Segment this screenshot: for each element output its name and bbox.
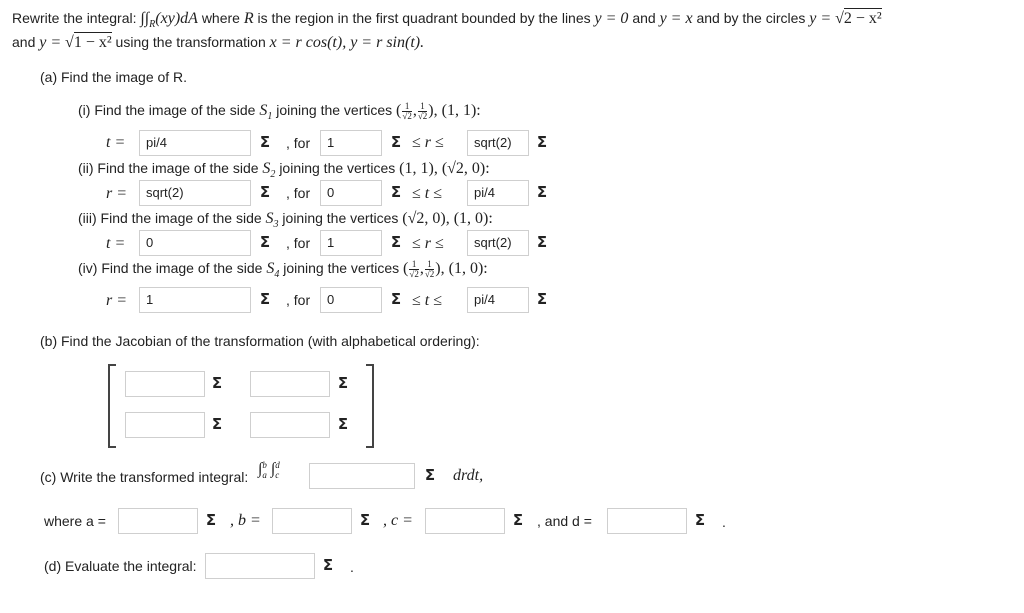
circle2-sqrt: √1 − x² (65, 34, 112, 51)
row-iv-value-input[interactable]: 1 (139, 287, 251, 313)
row-ii-lower-sigma-icon[interactable]: Σ (390, 183, 402, 201)
part-b-title: (b) Find the Jacobian of the transformation (with alphabetical ordering): (40, 333, 480, 349)
row-ii-lower-input[interactable]: 0 (320, 180, 382, 206)
row-i-upper-input[interactable]: sqrt(2) (467, 130, 529, 156)
integrand-input[interactable] (309, 463, 415, 489)
integral-sign-inner-icon: ∫ (270, 460, 276, 478)
evaluate-input[interactable] (205, 553, 315, 579)
region-symbol: R (243, 10, 254, 27)
part-a-title: (a) Find the image of R. (40, 69, 188, 85)
and-text: and (632, 10, 656, 26)
row-iv-lower-input[interactable]: 0 (320, 287, 382, 313)
row-iii-upper-input[interactable]: sqrt(2) (467, 230, 529, 256)
row-iv-value-sigma-icon[interactable]: Σ (259, 290, 271, 308)
part-a-ii-question (78, 160, 490, 180)
jacobian-input-21[interactable] (125, 412, 205, 438)
row-ii-value-sigma-icon[interactable]: Σ (259, 183, 271, 201)
vertices: (1, 1), (√2, 0): (399, 160, 490, 177)
row-iv-upper-input[interactable]: pi/4 (467, 287, 529, 313)
row-ii-for: , for (286, 185, 311, 201)
c-input[interactable] (425, 508, 505, 534)
row-i-upper-sigma-icon[interactable]: Σ (536, 133, 548, 151)
row-iii-for: , for (286, 235, 311, 251)
lower-a: a (262, 470, 267, 480)
row-i-lower-sigma-icon[interactable]: Σ (390, 133, 402, 151)
row-ii-value-input[interactable]: sqrt(2) (139, 180, 251, 206)
row-iii-upper-sigma-icon[interactable]: Σ (536, 233, 548, 251)
row-iv-lhs: r = (106, 292, 128, 309)
circle1-sqrt: √2 − x² (835, 10, 882, 27)
vertices: (√2, 0), (1, 0): (402, 210, 493, 227)
row-iv-upper-sigma-icon[interactable]: Σ (536, 290, 548, 308)
jacobian-input-11[interactable] (125, 371, 205, 397)
row-i-value-input[interactable]: pi/4 (139, 130, 251, 156)
jacobian-input-12[interactable] (250, 371, 330, 397)
part-a-iii-question (78, 210, 493, 230)
side-label: $S_2$ (262, 160, 276, 181)
row-ii-lhs: r = (106, 185, 128, 202)
where-a-label: where a = (44, 513, 106, 529)
row-iii-lower-sigma-icon[interactable]: Σ (390, 233, 402, 251)
part-a-iv-question (78, 260, 488, 280)
problem-statement-line1 (12, 10, 882, 30)
d-period: . (350, 559, 354, 575)
matrix-right-bracket (366, 364, 374, 448)
d-label: , and d = (537, 513, 592, 529)
side-label: $S_3$ (265, 210, 279, 231)
row-iii-inequality: ≤ r ≤ (412, 235, 444, 252)
line-y0: y = 0 (594, 10, 629, 27)
and-text-2: and (12, 34, 36, 50)
part-c-title: (c) Write the transformed integral: (40, 469, 249, 485)
row-iv-lower-sigma-icon[interactable]: Σ (390, 290, 402, 308)
c-sigma-icon[interactable]: Σ (512, 511, 524, 529)
joining-text: joining the vertices (276, 102, 393, 119)
row-ii-inequality: ≤ t ≤ (412, 185, 443, 202)
double-integral: $\int\int_R(xy)dA$ (140, 10, 198, 31)
b-label: , b = (230, 512, 261, 529)
question-text: (ii) Find the image of the side (78, 160, 259, 176)
row-i-value-sigma-icon[interactable]: Σ (259, 133, 271, 151)
d-input[interactable] (607, 508, 687, 534)
c-period: . (722, 514, 726, 530)
where-text: where (201, 10, 240, 26)
side-label: $S_4$ (266, 260, 280, 281)
integral-bounds (258, 460, 280, 480)
b-sigma-icon[interactable]: Σ (359, 511, 371, 529)
question-text: (iii) Find the image of the side (78, 210, 262, 226)
line-yx: y = x (659, 10, 693, 27)
jacobian-21-sigma-icon[interactable]: Σ (211, 415, 223, 433)
prompt-text: Rewrite the integral: (12, 10, 137, 26)
circle2-lhs: y = (39, 34, 62, 51)
question-text: (iv) Find the image of the side (78, 260, 263, 277)
row-ii-upper-input[interactable]: pi/4 (467, 180, 529, 206)
jacobian-input-22[interactable] (250, 412, 330, 438)
row-iii-lhs: t = (106, 235, 126, 252)
jacobian-22-sigma-icon[interactable]: Σ (337, 415, 349, 433)
joining-text: joining the vertices (283, 260, 400, 277)
using-text: using the transformation (115, 34, 266, 50)
d-sigma-icon[interactable]: Σ (694, 511, 706, 529)
row-i-lhs: t = (106, 134, 126, 151)
row-iv-inequality: ≤ t ≤ (412, 292, 443, 309)
part-d-title: (d) Evaluate the integral: (44, 558, 197, 574)
jacobian-11-sigma-icon[interactable]: Σ (211, 374, 223, 392)
row-iii-value-sigma-icon[interactable]: Σ (259, 233, 271, 251)
integral-sign-outer-icon: ∫ (258, 460, 263, 478)
problem-statement-line2 (12, 34, 424, 52)
and-circles-text: and by the circles (696, 10, 806, 26)
question-text: (i) Find the image of the side (78, 102, 256, 119)
drdt-label: drdt, (453, 467, 484, 484)
vertices: ( $\frac{1}{√2}$ , $\frac{1}{√2}$ ), (1, 1): (396, 101, 481, 121)
circle1-lhs: y = (809, 10, 832, 27)
transformation-formula: x = r cos(t), y = r sin(t). (269, 34, 425, 51)
joining-text: joining the vertices (279, 160, 396, 176)
row-iv-for: , for (286, 292, 311, 308)
upper-d: d (275, 460, 280, 470)
row-iii-lower-input[interactable]: 1 (320, 230, 382, 256)
side-label: $S_1$ (259, 102, 273, 123)
upper-b: b (262, 460, 267, 470)
matrix-left-bracket (108, 364, 116, 448)
lower-c: c (275, 470, 280, 480)
a-input[interactable] (118, 508, 198, 534)
jacobian-12-sigma-icon[interactable]: Σ (337, 374, 349, 392)
row-ii-upper-sigma-icon[interactable]: Σ (536, 183, 548, 201)
part-a-i-question (78, 102, 481, 122)
joining-text: joining the vertices (282, 210, 399, 226)
b-input[interactable] (272, 508, 352, 534)
vertices: ( $\frac{1}{√2}$ , $\frac{1}{√2}$ ), (1, 0): (403, 259, 488, 279)
row-i-inequality: ≤ r ≤ (412, 134, 444, 151)
evaluate-sigma-icon[interactable]: Σ (322, 556, 334, 574)
row-iii-value-input[interactable]: 0 (139, 230, 251, 256)
integrand-sigma-icon[interactable]: Σ (424, 466, 436, 484)
c-label: , c = (383, 512, 413, 529)
region-description: is the region in the first quadrant bounded by the lines (257, 10, 591, 26)
a-sigma-icon[interactable]: Σ (205, 511, 217, 529)
row-i-lower-input[interactable]: 1 (320, 130, 382, 156)
row-i-for: , for (286, 135, 311, 151)
